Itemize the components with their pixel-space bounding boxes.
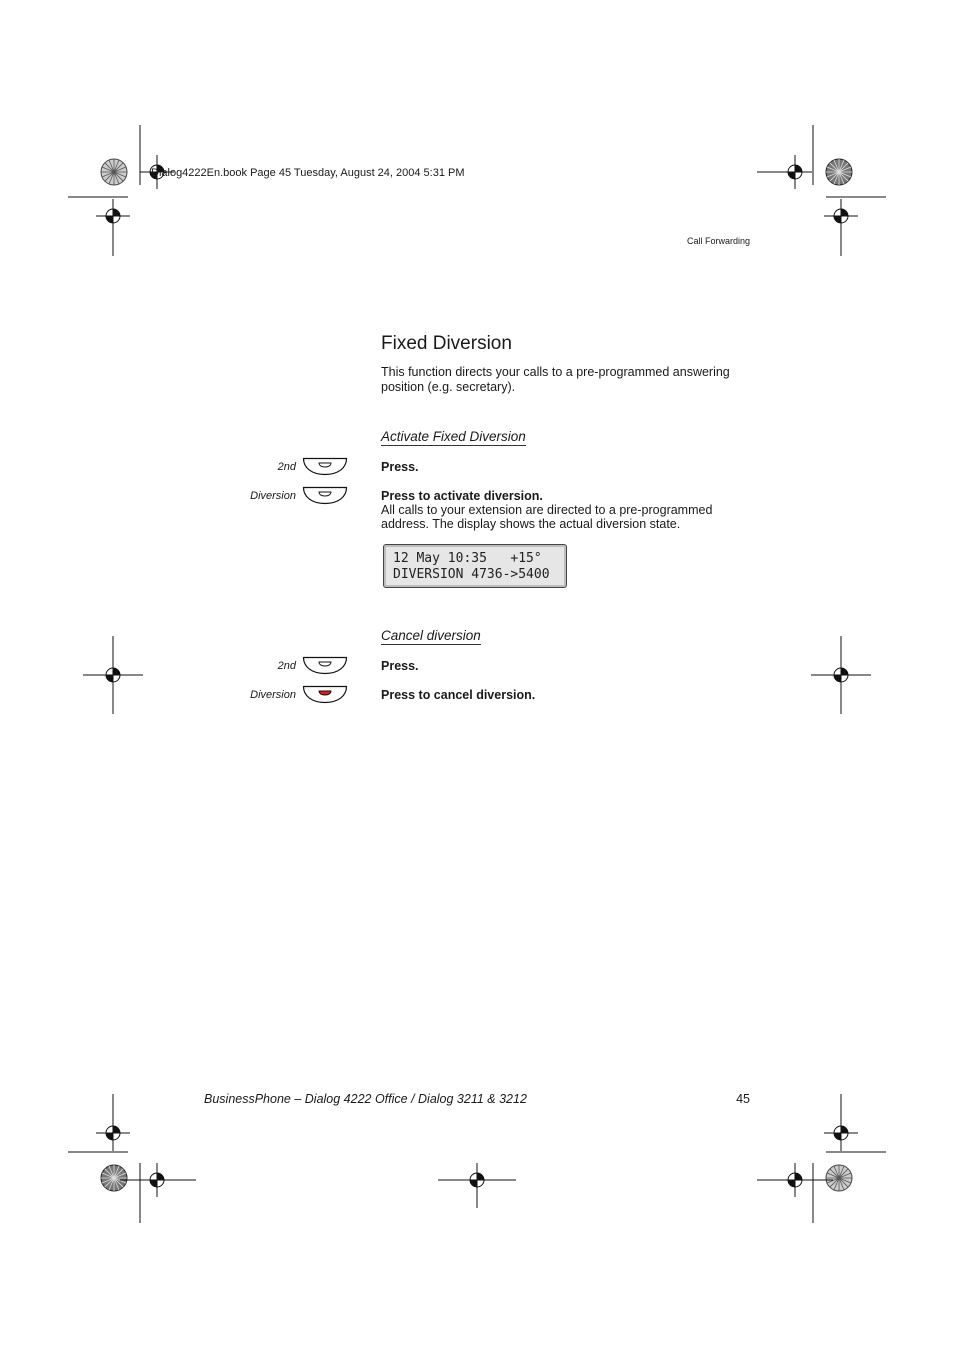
step-detail: All calls to your extension are directed to a pre-programmed address. The display shows the actual diversion state. bbox=[381, 503, 713, 531]
step-title: Press to activate diversion. bbox=[381, 489, 543, 503]
section-intro: This function directs your calls to a pre-programmed answering position (e.g. secretary). bbox=[381, 365, 730, 394]
step-title: Press. bbox=[381, 460, 419, 474]
key-label-2nd: 2nd bbox=[277, 461, 296, 473]
cancel-heading: Cancel diversion bbox=[381, 628, 481, 643]
file-info: Dialog4222En.book Page 45 Tuesday, August 24, 2004 5:31 PM bbox=[151, 167, 465, 179]
step-press-2nd bbox=[381, 659, 751, 673]
key-label-2nd: 2nd bbox=[277, 660, 296, 672]
softkey-icon bbox=[302, 486, 348, 505]
lamp-indicator bbox=[319, 691, 331, 695]
page-number: 45 bbox=[736, 1092, 750, 1106]
footer-product: BusinessPhone – Dialog 4222 Office / Dialog 3211 & 3212 bbox=[204, 1092, 527, 1106]
key-label-diversion: Diversion bbox=[250, 490, 296, 502]
softkey-lit-icon bbox=[302, 685, 348, 704]
step-title: Press to cancel diversion. bbox=[381, 688, 536, 702]
section-title: Fixed Diversion bbox=[381, 333, 512, 354]
step-activate-diversion bbox=[381, 489, 751, 531]
phone-display bbox=[383, 544, 567, 588]
key-label-diversion: Diversion bbox=[250, 689, 296, 701]
softkey-icon bbox=[302, 457, 348, 476]
display-line-1: 12 May 10:35 +15° bbox=[393, 551, 542, 566]
step-cancel-diversion bbox=[381, 688, 751, 702]
step-press-2nd bbox=[381, 460, 751, 474]
display-line-2: DIVERSION 4736->5400 bbox=[393, 567, 550, 582]
activate-heading: Activate Fixed Diversion bbox=[381, 429, 526, 444]
softkey-icon bbox=[302, 656, 348, 675]
step-title: Press. bbox=[381, 659, 419, 673]
running-head: Call Forwarding bbox=[686, 236, 750, 246]
